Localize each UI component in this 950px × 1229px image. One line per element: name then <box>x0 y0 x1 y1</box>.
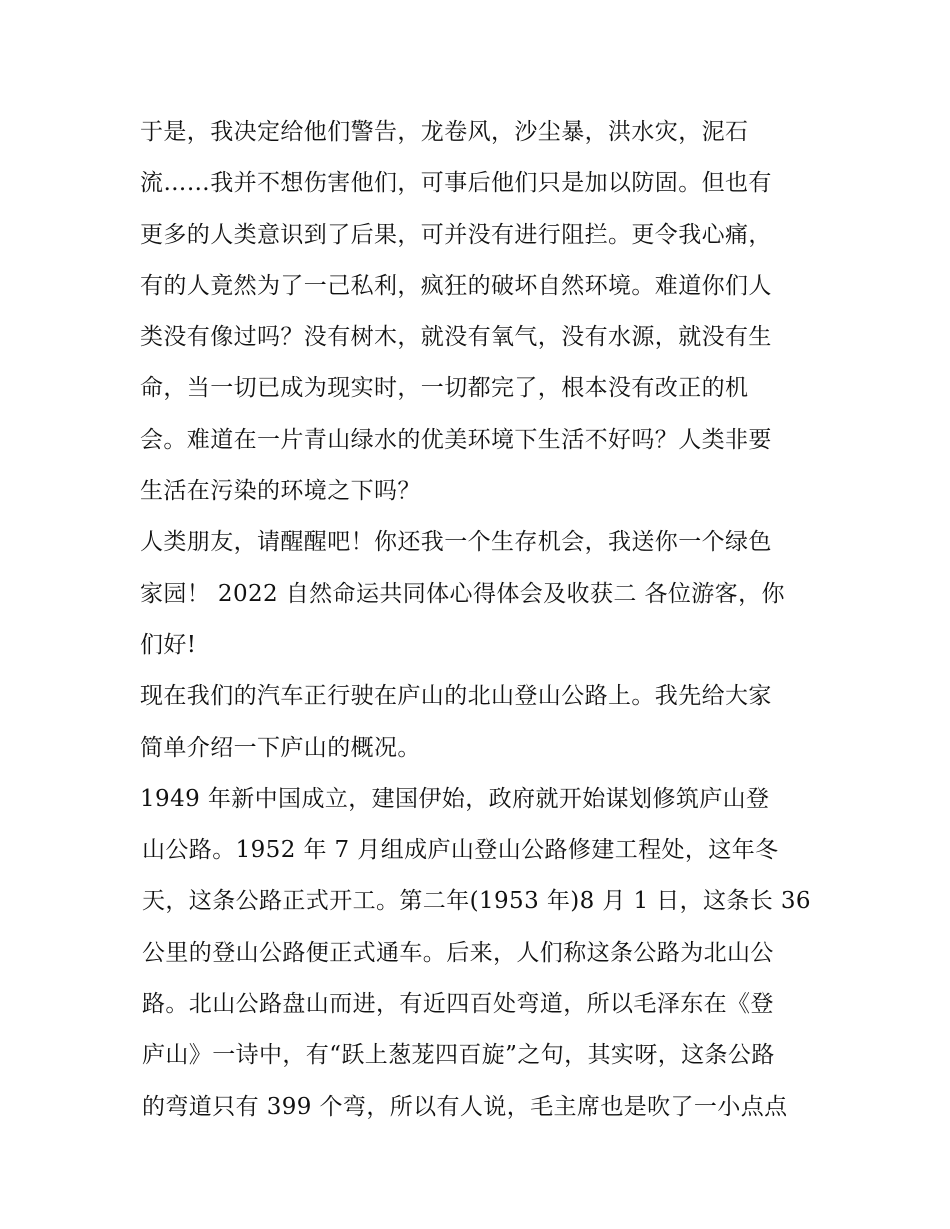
text-line: 公里的登山公路便正式通车。后来，人们称这条公路为北山公 <box>142 939 774 966</box>
text-line: 天，这条公路正式开工。第二年(1953 年)8 月 1 日，这条长 36 <box>142 888 811 915</box>
document-body <box>140 107 820 1133</box>
text-line: 山公路。1952 年 7 月组成庐山登山公路修建工程处，这年冬 <box>142 837 779 864</box>
text-line: 路。北山公路盘山而进，有近四百处弯道，所以毛泽东在《登 <box>142 991 774 1018</box>
text-line: 家园！ 2022 自然命运共同体心得体会及收获二 各位游客，你 <box>140 580 785 607</box>
text-line: 的弯道只有 399 个弯，所以有人说，毛主席也是吹了一小点点 <box>142 1093 788 1120</box>
text-line: 现在我们的汽车正行驶在庐山的北山登山公路上。我先给大家 <box>140 683 772 710</box>
text-line: 人类朋友，请醒醒吧！你还我一个生存机会，我送你一个绿色 <box>140 529 772 556</box>
text-line: 简单介绍一下庐山的概况。 <box>140 734 421 761</box>
text-line: 命，当一切已成为现实时，一切都完了，根本没有改正的机 <box>140 375 749 402</box>
text-line: 庐山》一诗中，有“跃上葱茏四百旋”之句，其实呀，这条公路 <box>142 1042 775 1069</box>
text-line: 1949 年新中国成立，建国伊始，政府就开始谋划修筑庐山登 <box>140 785 770 812</box>
text-line: 类没有像过吗？没有树木，就没有氧气，没有水源，就没有生 <box>140 324 772 351</box>
paragraph-3 <box>140 671 820 774</box>
text-line: 更多的人类意识到了后果，可并没有进行阻拦。更令我心痛， <box>140 221 772 248</box>
paragraph-4 <box>140 774 820 1133</box>
text-line: 会。难道在一片青山绿水的优美环境下生活不好吗？人类非要 <box>140 426 772 453</box>
text-line: 生活在污染的环境之下吗？ <box>140 478 421 505</box>
text-line: 于是，我决定给他们警告，龙卷风，沙尘暴，洪水灾，泥石 <box>140 119 749 145</box>
paragraph-1 <box>140 107 820 517</box>
text-line: 流……我并不想伤害他们，可事后他们只是加以防固。但也有 <box>140 170 772 197</box>
text-line: 有的人竟然为了一己私利，疯狂的破坏自然环境。难道你们人 <box>140 272 772 299</box>
text-line: 们好! <box>140 631 197 658</box>
paragraph-2 <box>140 517 820 671</box>
